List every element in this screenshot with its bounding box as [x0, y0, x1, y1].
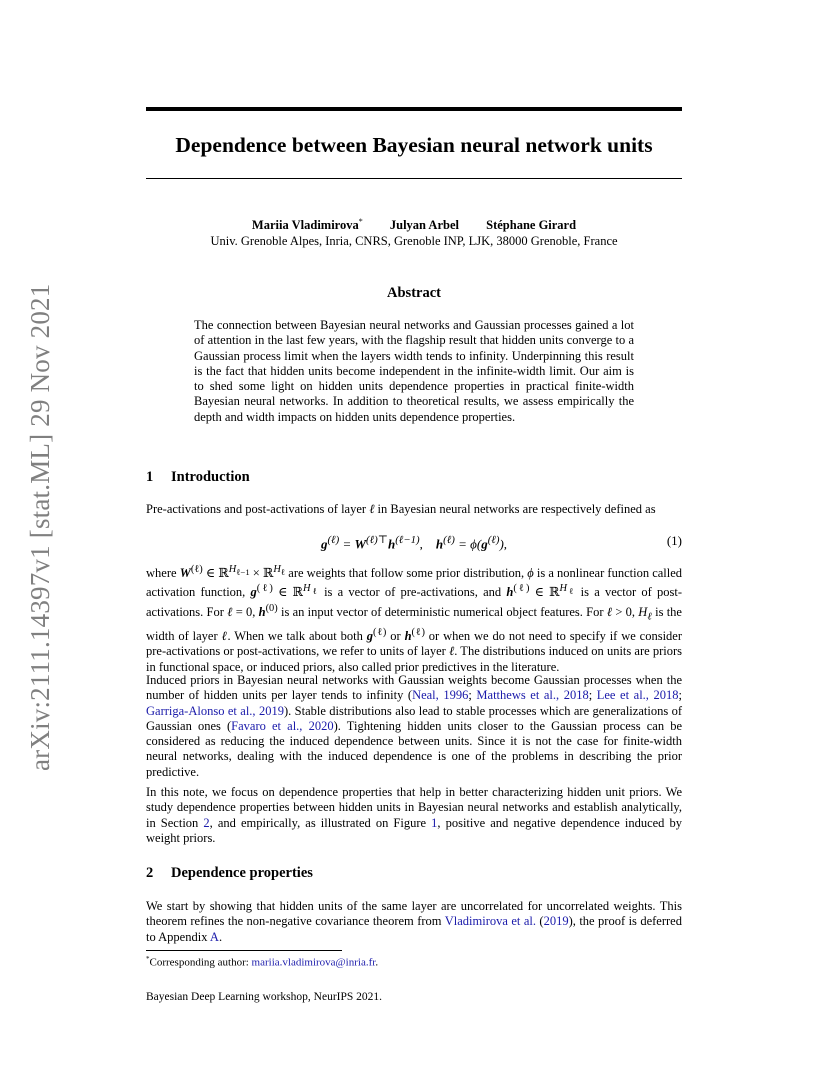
citation-link[interactable]: Neal, 1996	[412, 688, 469, 703]
author-name: Mariia Vladimirova*	[251, 217, 363, 233]
intro-paragraph-2: where $W^{(\ell)}$ ∈ ℝ$^{H_{\ell-1}}$ × ℝ$^{H_\ell}$ are weights that follow some prior distribution, ϕ is a nonlinear function called activation function, $g^{(\ell)}$ ∈ ℝ$^{H_\ell}$ is a vector of pre-activations, and $h^{(\ell)}$ ∈ ℝ$^{H_\ell}$ is a vector of post-activations. For ℓ = 0, $h^{(0)}$ is an input vector of deterministic numerical object features. For ℓ > 0, $H_\ell$ is the width of layer ℓ. When we talk about both $g^{(\ell)}$ or $h^{(\ell)}$ or when we do not need to specify if we consider pre-activations or post-activations, we refer to units of layer ℓ. The distributions induced on units are priors in functional space, or induced priors, also called prior predictives in the literature.	[146, 564, 683, 674]
abstract-heading: Abstract	[387, 285, 441, 301]
email-link[interactable]: mariia.vladimirova@inria.fr	[251, 956, 376, 969]
intro-paragraph-4: In this note, we focus on dependence properties that help in better characterizing hidden unit priors. We study dependence properties between hidden units in Bayesian neural networks and establish analytically, in Section 2, and empirically, as illustrated on Figure 1, positive and negative dependence induced by weight priors.	[146, 785, 682, 845]
footnote: *Corresponding author: mariia.vladimirova@inria.fr.	[146, 955, 379, 969]
title-bottom-rule	[146, 178, 682, 179]
author-name: Stéphane Girard	[486, 218, 577, 233]
paper-title: Dependence between Bayesian neural network units	[175, 133, 653, 157]
appendix-ref-link[interactable]: A	[209, 929, 219, 944]
author-block	[146, 214, 682, 249]
citation-link[interactable]: Matthews et al., 2018	[476, 688, 589, 703]
citation-link[interactable]: Lee et al., 2018	[596, 688, 679, 703]
intro-paragraph-1: Pre-activations and post-activations of layer ℓ in Bayesian neural networks are respectively defined as	[146, 502, 656, 516]
abstract-text: The connection between Bayesian neural networks and Gaussian processes gained a lot of attention in the last few years, with the flagship result that hidden units converge to a Gaussian process limit when the layers width tends to infinity. Underpinning this result is the fact that hidden units become independent in the infinite-width limit. Our aim is to shed some light on hidden units dependence properties in practical finite-width Bayesian neural networks. In addition to theoretical results, we assess empirically the depth and width impacts on hidden units dependence properties.	[194, 318, 634, 424]
citation-link[interactable]: Garriga-Alonso et al., 2019	[146, 703, 284, 718]
arxiv-stamp: arXiv:2111.14397v1 [stat.ML] 29 Nov 2021	[25, 283, 55, 771]
author-name: Julyan Arbel	[389, 218, 459, 233]
title-top-rule	[146, 107, 682, 111]
citation-year-link[interactable]: 2019	[543, 914, 569, 929]
citation-link[interactable]: Favaro et al., 2020	[231, 718, 334, 733]
equation-expression: $g^{(\ell)} = W^{(\ell)⊤}h^{(\ell-1)}$, $h^{(\ell)} = \phi(g^{(\ell)})$,	[320, 534, 508, 552]
footnote-rule	[146, 950, 342, 951]
dependence-paragraph: We start by showing that hidden units of the same layer are uncorrelated for uncorrelated weights. This theorem refines the non-negative covariance theorem from Vladimirova et al. (2019), the proof is deferred to Appendix A.	[146, 899, 682, 944]
figure-ref-link[interactable]: 1	[431, 815, 438, 830]
affiliation: Univ. Grenoble Alpes, Inria, CNRS, Grenoble INP, LJK, 38000 Grenoble, France	[210, 234, 618, 249]
section-heading-introduction: 1 Introduction	[146, 469, 250, 485]
equation-number: (1)	[666, 533, 682, 548]
page-footer: Bayesian Deep Learning workshop, NeurIPS 2021.	[146, 991, 383, 1003]
equation-1	[146, 533, 682, 553]
section-heading-dependence: 2 Dependence properties	[146, 865, 313, 881]
author-names	[146, 214, 682, 233]
intro-paragraph-3: Induced priors in Bayesian neural networks with Gaussian weights become Gaussian processes when the number of hidden units per layer tends to infinity (Neal, 1996; Matthews et al., 2018; Lee et al., 2018; Garriga-Alonso et al., 2019). Stable distributions also lead to stable processes which are generalizations of Gaussian ones (Favaro et al., 2020). Tightening hidden units closer to the Gaussian process can be considered as reducing the induced dependence between units. Since it is not the case for finite-width neural networks, dealing with the induced dependence is one of the problems in describing the prior predictive.	[146, 673, 682, 779]
citation-link[interactable]: Vladimirova et al.	[444, 914, 536, 929]
section-ref-link[interactable]: 2	[203, 815, 210, 830]
